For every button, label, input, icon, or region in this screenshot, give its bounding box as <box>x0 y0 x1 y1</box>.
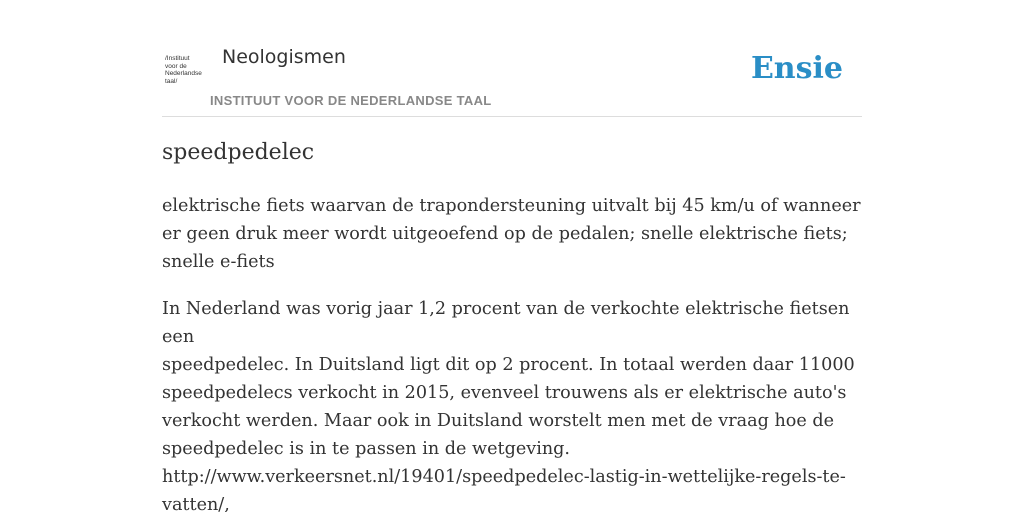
page-title: speedpedelec <box>162 140 315 165</box>
logo-line: voor de <box>165 62 187 70</box>
example-line: verkocht werden. Maar ook in Duitsland worstelt men met de vraag hoe de <box>162 411 835 431</box>
publisher-name: INSTITUUT VOOR DE NEDERLANDSE TAAL <box>210 93 492 108</box>
example-line: speedpedelec. In Duitsland ligt dit op 2 procent. In totaal werden daar 11000 <box>162 355 855 375</box>
definition-text: elektrische fiets waarvan de trapondersteuning uitvalt bij 45 km/u of wanneer er geen druk meer wordt uitgeoefend op de pedalen; snelle elektrische fiets; snelle e-fiets <box>162 196 861 272</box>
logo-line: Nederlandse <box>165 70 202 77</box>
source-url: vatten/, <box>162 495 230 512</box>
logo-line: taal/ <box>165 77 178 85</box>
source-name[interactable]: Neologismen <box>222 46 346 68</box>
example-line: In Nederland was vorig jaar 1,2 procent van de verkochte elektrische fietsen een <box>162 299 850 347</box>
ivdnt-logo[interactable] <box>165 55 209 91</box>
example-line: speedpedelecs verkocht in 2015, evenveel trouwens als er elektrische auto's <box>162 383 847 403</box>
ensie-logo[interactable]: Ensie <box>750 51 843 86</box>
example-line: speedpedelec is in te passen in de wetgeving. <box>162 439 571 459</box>
example-text <box>162 295 862 512</box>
header <box>162 40 862 117</box>
source-url: http://www.verkeersnet.nl/19401/speedpedelec-lastig-in-wettelijke-regels-te- <box>162 467 846 487</box>
logo-line: /Instituut <box>165 55 190 62</box>
